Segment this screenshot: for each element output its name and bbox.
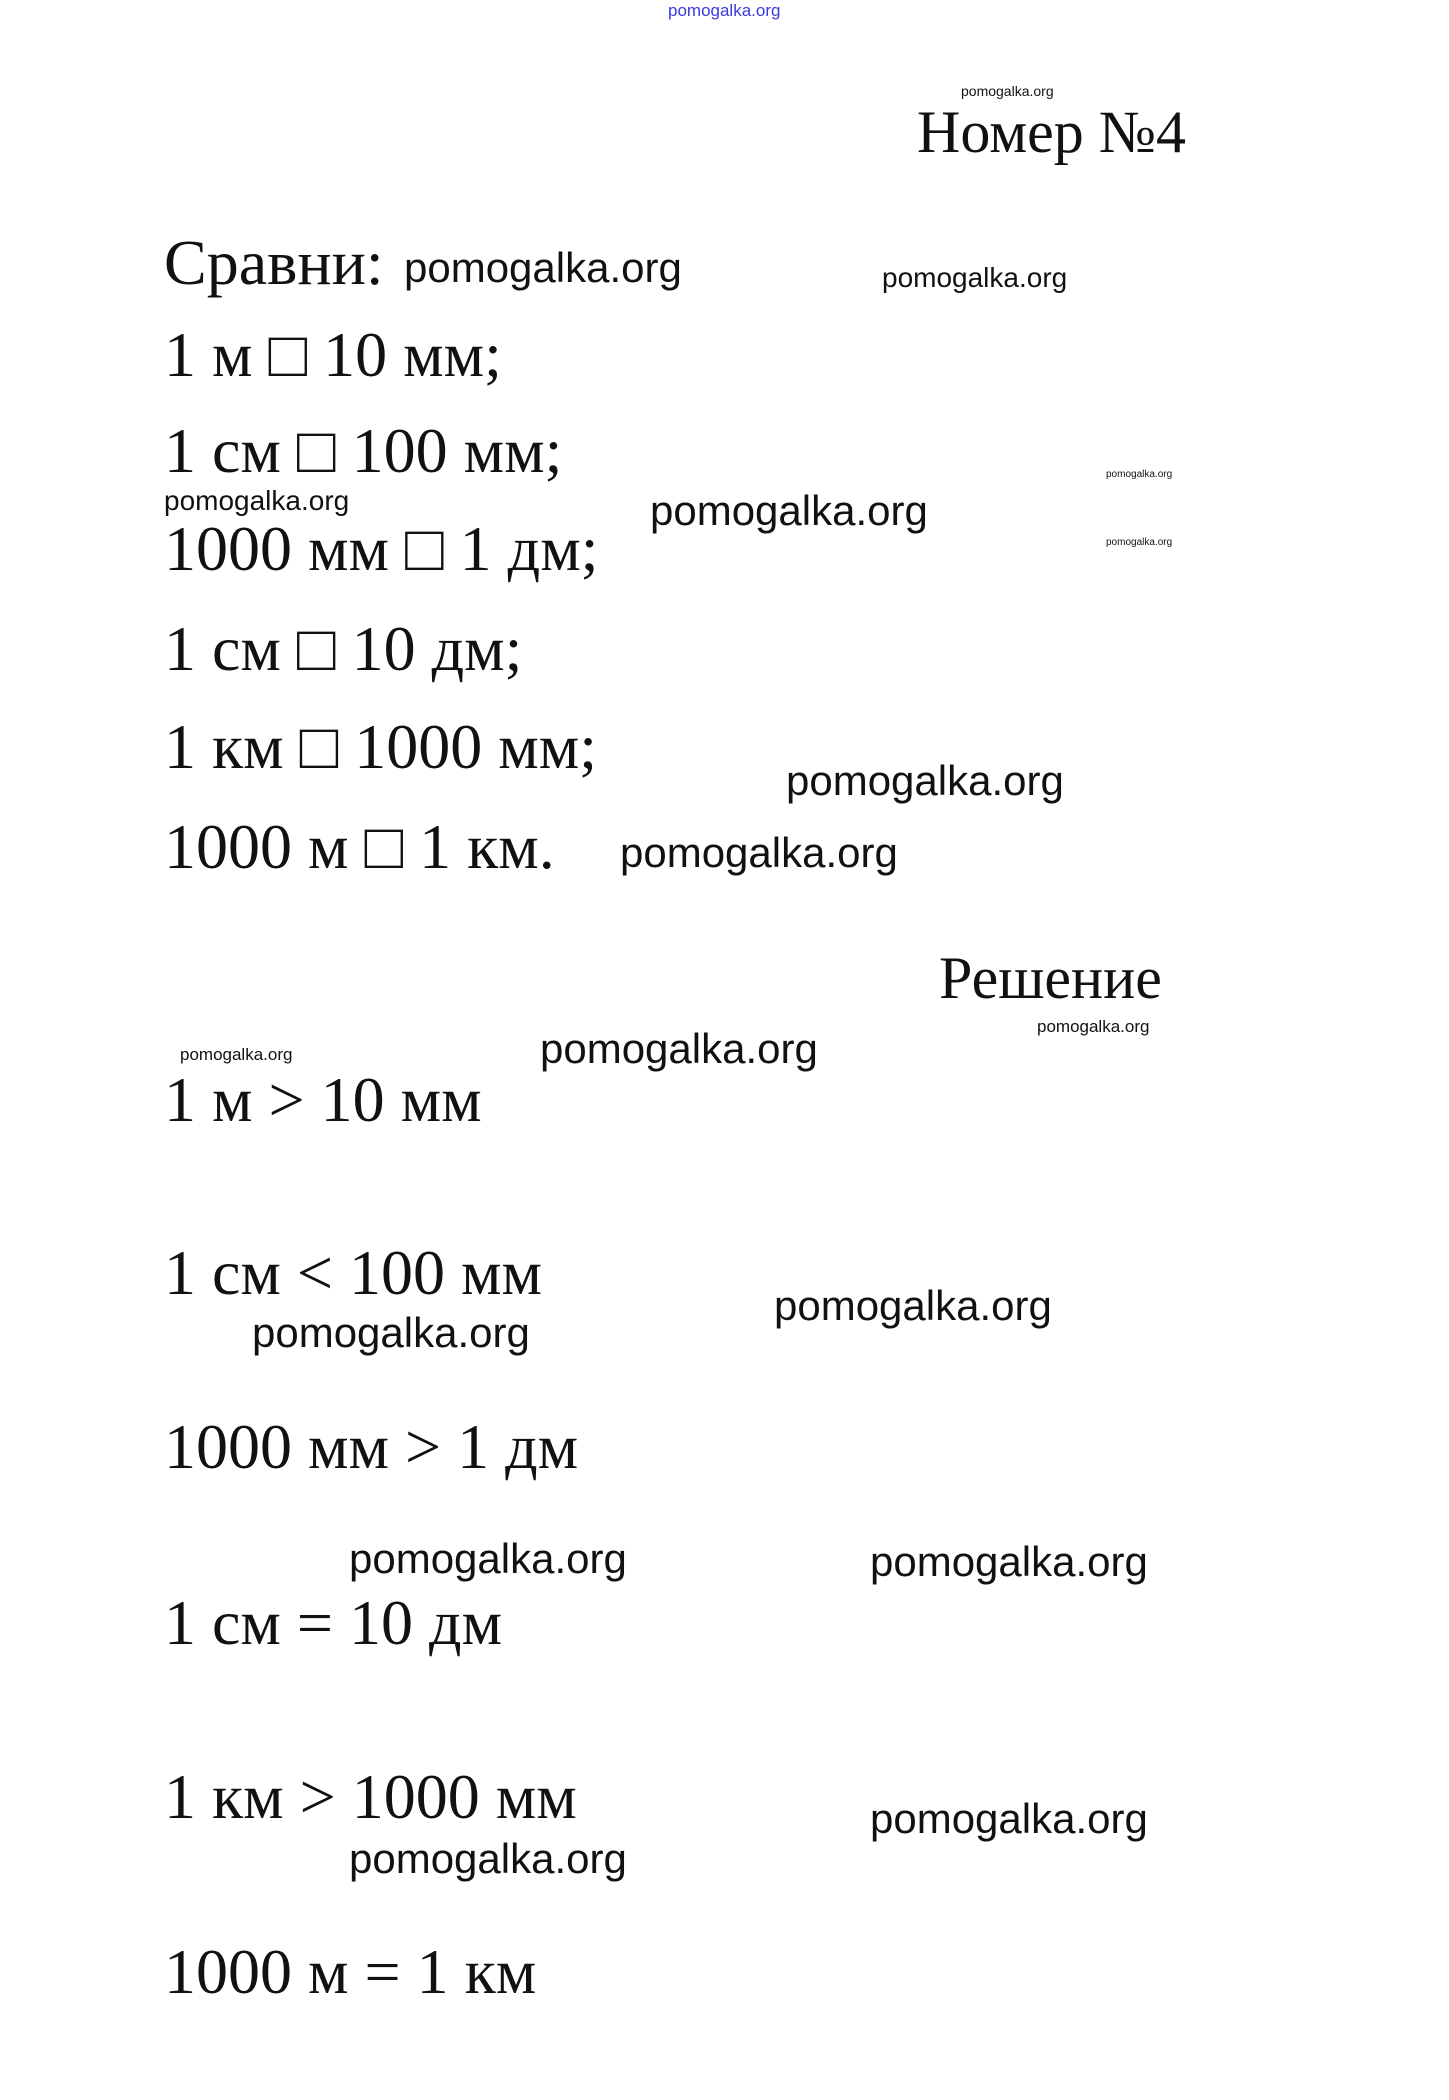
watermark: pomogalka.org [1037, 1017, 1150, 1036]
watermark-top[interactable]: pomogalka.org [668, 1, 781, 20]
solution-line: 1000 м = 1 км [164, 1936, 537, 2007]
watermark: pomogalka.org [650, 487, 928, 534]
watermark: pomogalka.org [774, 1282, 1052, 1329]
watermark: pomogalka.org [1106, 537, 1173, 548]
task-line: 1000 м □ 1 км. [164, 811, 555, 882]
watermark: pomogalka.org [164, 485, 350, 516]
solution-heading: Решение [939, 945, 1162, 1011]
watermark: pomogalka.org [180, 1045, 293, 1064]
solution-line: 1 км > 1000 мм [164, 1761, 577, 1832]
watermark: pomogalka.org [349, 1835, 627, 1882]
solution-line: 1000 мм > 1 дм [164, 1411, 579, 1482]
watermark: pomogalka.org [252, 1309, 530, 1356]
watermark: pomogalka.org [786, 757, 1064, 804]
watermark: pomogalka.org [349, 1535, 627, 1582]
task-label: Сравни: [164, 227, 384, 298]
task-line: 1 см □ 100 мм; [164, 415, 563, 486]
page-title: Номер №4 [917, 99, 1187, 165]
watermark: pomogalka.org [540, 1025, 818, 1072]
solution-line: 1 м > 10 мм [164, 1064, 482, 1135]
task-line: 1 м □ 10 мм; [164, 319, 502, 390]
watermark: pomogalka.org [404, 244, 682, 291]
watermark: pomogalka.org [961, 83, 1054, 99]
task-line: 1 км □ 1000 мм; [164, 711, 598, 782]
task-line: 1 см □ 10 дм; [164, 613, 523, 684]
task-line: 1000 мм □ 1 дм; [164, 513, 599, 584]
watermark: pomogalka.org [870, 1538, 1148, 1585]
watermark: pomogalka.org [620, 829, 898, 876]
watermark: pomogalka.org [870, 1795, 1148, 1842]
watermark: pomogalka.org [1106, 469, 1173, 480]
solution-line: 1 см = 10 дм [164, 1587, 503, 1658]
solution-line: 1 см < 100 мм [164, 1237, 542, 1308]
watermark: pomogalka.org [882, 262, 1068, 293]
